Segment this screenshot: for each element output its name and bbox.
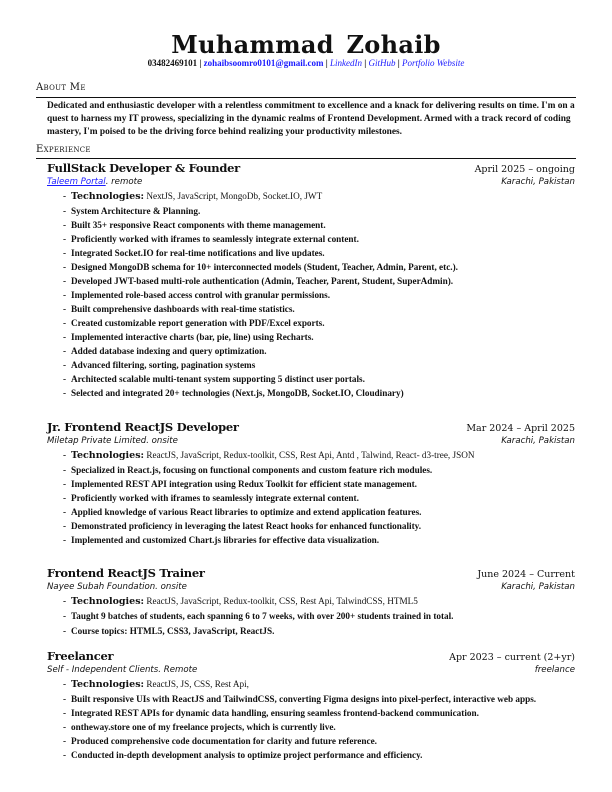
- tech-bullet: [63, 594, 575, 609]
- company-name: Miletap Private Limited: [47, 436, 147, 446]
- list-item: - Developed JWT-based multi-role authentication (Admin, Teacher, Parent, Student, SuperAdmin).: [63, 274, 575, 288]
- list-item: - Built comprehensive dashboards with real-time statistics.: [63, 302, 575, 316]
- job-title: Frontend ReactJS Trainer: [47, 566, 205, 580]
- job-entry: [47, 566, 575, 639]
- job-header: [47, 566, 575, 580]
- company-name: Self - Independent Clients.: [47, 665, 162, 675]
- job-location: Karachi, Pakistan: [501, 177, 575, 187]
- job-bullets: [47, 448, 575, 547]
- job-subheader: [47, 177, 575, 187]
- experience-heading: Experience: [36, 144, 91, 155]
- email-link[interactable]: zohaibsoomro0101@gmail.com: [203, 58, 324, 68]
- job-location: freelance: [534, 665, 575, 675]
- technologies-list: ReactJS, JS, CSS, Rest Api,: [146, 679, 249, 689]
- list-item: - Taught 9 batches of students, each spanning 6 to 7 weeks, with over 200+ students trained in total.: [63, 609, 575, 624]
- separator: |: [364, 58, 367, 68]
- work-mode: . onsite: [155, 582, 187, 592]
- job-subheader: [47, 665, 575, 675]
- job-date: April 2025 – ongoing: [474, 164, 575, 175]
- list-item: - Implemented role-based access control with granular permissions.: [63, 288, 575, 302]
- portfolio-link[interactable]: Portfolio Website: [401, 58, 465, 68]
- list-item: - Produced comprehensive code documentation for clarity and future reference.: [63, 734, 575, 748]
- separator: |: [325, 58, 328, 68]
- list-item: - Advanced filtering, sorting, pagination systems: [63, 358, 575, 372]
- list-item: - Proficiently worked with iframes to seamlessly integrate external content.: [63, 491, 575, 505]
- job-subheader: [47, 582, 575, 592]
- list-item: - Selected and integrated 20+ technologies (Next.js, MongoDB, Socket.IO, Cloudinary): [63, 386, 575, 400]
- company-line: [47, 436, 178, 446]
- technologies-list: ReactJS, JavaScript, Redux-toolkit, CSS, Rest Api, Antd , Talwind, React- d3-tree, JSON: [146, 450, 475, 460]
- list-item: - ontheway.store one of my freelance projects, which is currently live.: [63, 720, 575, 734]
- job-entry: [47, 161, 575, 400]
- job-header: [47, 649, 575, 663]
- tech-bullet: [63, 677, 575, 692]
- list-item: - Specialized in React.js, focusing on functional components and custom feature rich modules.: [63, 463, 575, 477]
- job-header: [47, 420, 575, 434]
- job-date: Apr 2023 – current (2+yr): [449, 652, 575, 663]
- list-item: - Built responsive UIs with ReactJS and TailwindCSS, converting Figma designs into pixel-perfect, interactive web apps.: [63, 692, 575, 706]
- list-item: - Applied knowledge of various React libraries to optimize and extend application features.: [63, 505, 575, 519]
- section-divider: [36, 97, 576, 98]
- list-item: - Built 35+ responsive React components with theme management.: [63, 218, 575, 232]
- job-bullets: [47, 189, 575, 400]
- separator: |: [397, 58, 400, 68]
- tech-bullet: [63, 448, 575, 463]
- list-item: - Demonstrated proficiency in leveraging the latest React hooks for enhanced functionality.: [63, 519, 575, 533]
- linkedin-link[interactable]: LinkedIn: [330, 58, 363, 68]
- section-divider: [36, 158, 576, 159]
- list-item: - Implemented and customized Chart.js libraries for effective data visualization.: [63, 533, 575, 547]
- job-title: FullStack Developer & Founder: [47, 161, 240, 175]
- list-item: - Created customizable report generation with PDF/Excel exports.: [63, 316, 575, 330]
- job-entry: [47, 649, 575, 762]
- work-mode: Remote: [161, 665, 198, 675]
- phone: 03482469101: [147, 58, 198, 68]
- list-item: - Course topics: HTML5, CSS3, JavaScript, ReactJS.: [63, 624, 575, 639]
- list-item: - Implemented interactive charts (bar, pie, line) using Recharts.: [63, 330, 575, 344]
- list-item: - Implemented REST API integration using Redux Toolkit for efficient state management.: [63, 477, 575, 491]
- work-mode: . onsite: [146, 436, 178, 446]
- technologies-label: Technologies:: [71, 596, 145, 607]
- company-line: [47, 582, 187, 592]
- list-item: - Conducted in-depth development analysis to optimize project performance and efficiency.: [63, 748, 575, 762]
- candidate-name: Muhammad Zohaib: [171, 30, 441, 59]
- technologies-label: Technologies:: [71, 191, 145, 202]
- list-item: - Added database indexing and query optimization.: [63, 344, 575, 358]
- contact-line: [0, 58, 612, 68]
- job-bullets: [47, 594, 575, 639]
- job-location: Karachi, Pakistan: [501, 582, 575, 592]
- list-item: - Architected scalable multi-tenant system supporting 5 distinct user portals.: [63, 372, 575, 386]
- company-line: [47, 177, 142, 187]
- job-entry: [47, 420, 575, 547]
- company-name[interactable]: Taleem Portal: [47, 177, 106, 187]
- technologies-label: Technologies:: [71, 450, 145, 461]
- tech-bullet: [63, 189, 575, 204]
- job-title: Jr. Frontend ReactJS Developer: [47, 420, 239, 434]
- job-subheader: [47, 436, 575, 446]
- technologies-list: NextJS, JavaScript, MongoDb, Socket.IO, JWT: [146, 191, 323, 201]
- list-item: - Integrated REST APIs for dynamic data handling, ensuring seamless frontend-backend communication.: [63, 706, 575, 720]
- technologies-label: Technologies:: [71, 679, 145, 690]
- job-bullets: [47, 677, 575, 762]
- job-date: Mar 2024 – April 2025: [466, 423, 575, 434]
- job-header: [47, 161, 575, 175]
- about-heading: About Me: [36, 82, 86, 93]
- list-item: - System Architecture & Planning.: [63, 204, 575, 218]
- github-link[interactable]: GitHub: [368, 58, 396, 68]
- technologies-list: ReactJS, JavaScript, Redux-toolkit, CSS, Rest Api, TalwindCSS, HTML5: [146, 596, 418, 606]
- separator: |: [199, 58, 202, 68]
- job-title: Freelancer: [47, 649, 114, 663]
- list-item: - Proficiently worked with iframes to seamlessly integrate external content.: [63, 232, 575, 246]
- company-line: [47, 665, 197, 675]
- job-date: June 2024 – Current: [477, 569, 575, 580]
- list-item: - Designed MongoDB schema for 10+ interconnected models (Student, Teacher, Admin, Parent, etc.).: [63, 260, 575, 274]
- list-item: - Integrated Socket.IO for real-time notifications and live updates.: [63, 246, 575, 260]
- about-text: Dedicated and enthusiastic developer with a relentless commitment to excellence and a knack for delivering results on time. I'm on a quest to harness my IT prowess, specializing in the dynamic realms of Frontend Development. Armed with a track record of coding mastery, I'm poised to be the driving force behind realizing your productivity milestones.: [47, 101, 575, 137]
- company-name: Nayee Subah Foundation: [47, 582, 156, 592]
- job-location: Karachi, Pakistan: [501, 436, 575, 446]
- work-mode: . remote: [105, 177, 143, 187]
